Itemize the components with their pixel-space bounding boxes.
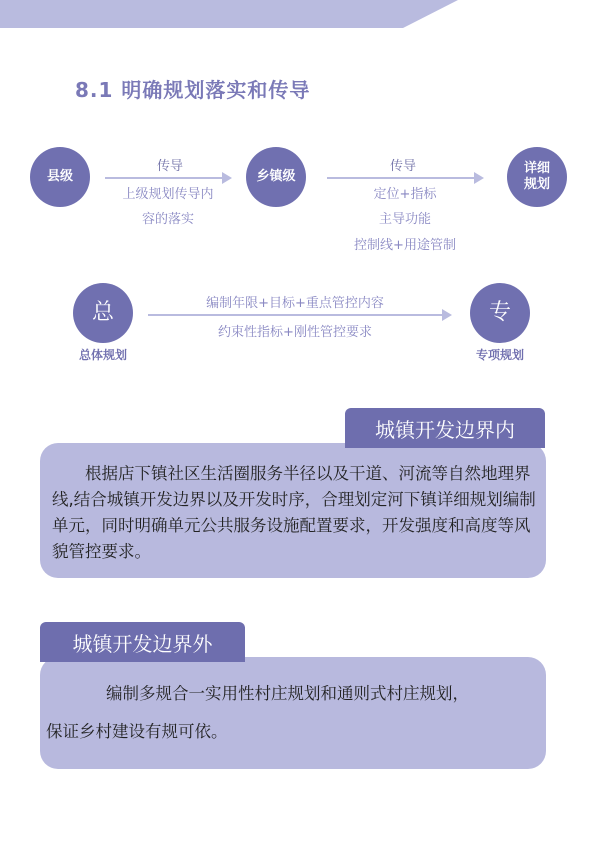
node-overall-char: 总	[91, 300, 114, 325]
section-title: 8.1 明确规划落实和传导	[75, 78, 311, 102]
node-overall	[73, 283, 133, 343]
flow2-desc-line2: 约束性指标+刚性管控要求	[218, 325, 372, 340]
inner-boundary-text: 根据店下镇社区生活圈服务半径以及干道、河流等自然地理界线,结合城镇开发边界以及开发时序，合理划定河下镇详细规划编制单元，同时明确单元公共服务设施配置要求，开发强度和高度等风貌管控要求。	[52, 464, 536, 561]
arrow2	[327, 177, 482, 179]
outer-boundary-tab: 城镇开发边界外	[40, 622, 245, 662]
arrow2-desc-line1: 定位+指标	[373, 187, 437, 202]
arrow1-desc-line1: 上级规划传导内	[122, 187, 214, 202]
node-county-label: 县级	[46, 169, 73, 184]
outer-boundary-panel	[40, 657, 546, 769]
node-detail-line1: 详细	[523, 161, 550, 176]
outer-boundary-text-line2: 保证乡村建设有规可依。	[46, 722, 228, 741]
node-county	[30, 147, 90, 207]
arrow2-desc-line2: 主导功能	[378, 212, 431, 227]
node-special	[470, 283, 530, 343]
header-band	[0, 0, 458, 28]
node-special-char: 专	[488, 300, 511, 325]
flow2-desc-line1: 编制年限+目标+重点管控内容	[206, 296, 384, 311]
node-detail-line2: 规划	[523, 177, 550, 192]
inner-boundary-tab: 城镇开发边界内	[345, 408, 545, 448]
arrow2-desc-line3: 控制线+用途管制	[354, 238, 456, 253]
arrow1-label: 传导	[156, 159, 183, 174]
inner-boundary-panel	[40, 443, 546, 578]
node-special-label: 专项规划	[475, 348, 524, 362]
node-overall-label: 总体规划	[78, 348, 127, 362]
arrow1	[105, 177, 230, 179]
outer-boundary-text-line1: 编制多规合一实用性村庄规划和通则式村庄规划，	[106, 684, 469, 703]
flow2-arrow	[148, 314, 450, 316]
arrow1-desc-line2: 容的落实	[141, 212, 194, 227]
node-town	[246, 147, 306, 207]
arrow2-label: 传导	[389, 159, 416, 174]
node-town-label: 乡镇级	[256, 169, 296, 184]
node-detail-plan	[507, 147, 567, 207]
